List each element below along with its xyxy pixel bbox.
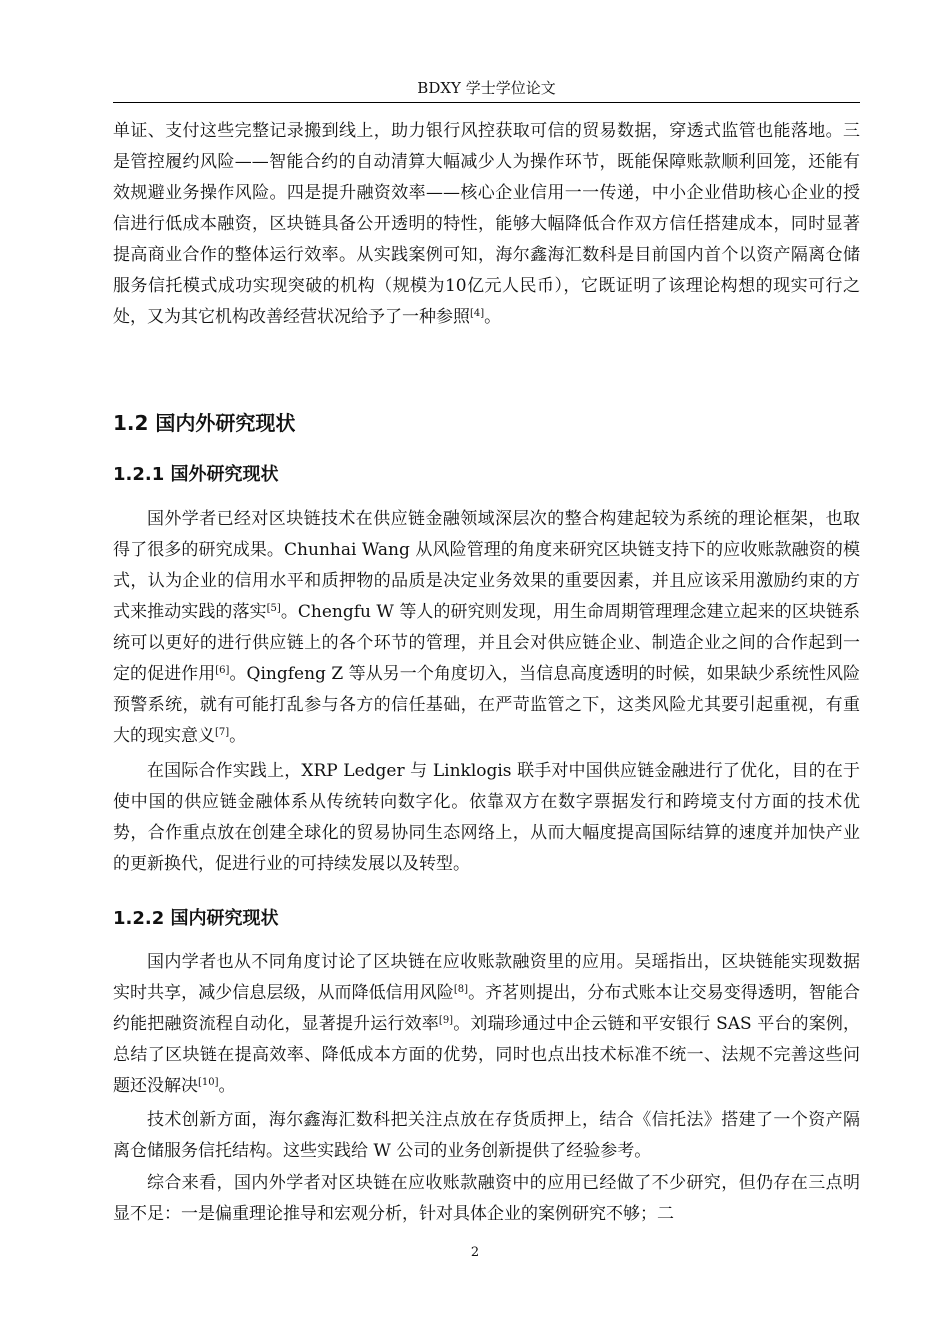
section-heading-1-2: 1.2 国内外研究现状	[113, 411, 296, 435]
paragraph-tail: 。	[218, 1076, 236, 1096]
paragraph-summary: 综合来看，国内外学者对区块链在应收账款融资中的应用已经做了不少研究，但仍存在三点明显不足：一是偏重理论推导和宏观分析，针对具体企业的案例研究不够；二	[113, 1173, 860, 1224]
paragraph-text: 国外学者已经对区块链技术在供应链金融领域深层次的整合构建起较为系统的理论框架，也取得了很多的研究成果。Chunhai Wang 从风险管理的角度来研究区块链支持下的应收账款融资的模式，认为企业的信用水平和质押物的品质是决定业务效果的重要因素，并且应该采用激励约束的方式来推动实践的落实	[113, 509, 860, 622]
page-number: 2	[470, 1245, 480, 1260]
paragraph-text: 单证、支付这些完整记录搬到线上，助力银行风控获取可信的贸易数据，穿透式监管也能落地。三是管控履约风险——智能合约的自动清算大幅减少人为操作环节，既能保障账款顺利回笼，还能有效规避业务操作风险。四是提升融资效率——核心企业信用一一传递，中小企业借助核心企业的授信进行低成本融资，区块链具备公开透明的特性，能够大幅降低合作双方信任搭建成本，同时显著提高商业合作的整体运行效率。从实践案例可知，海尔鑫海汇数科是目前国内首个以资产隔离仓储服务信托模式成功实现突破的机构（规模为10亿元人民币），它既证明了该理论构想的现实可行之处，又为其它机构改善经营状况给予了一种参照	[113, 121, 860, 327]
citation-ref: [7]	[215, 727, 230, 738]
paragraph-domestic-research	[113, 947, 860, 1102]
citation-ref: [6]	[215, 665, 230, 676]
citation-ref: [10]	[198, 1077, 219, 1088]
paragraph-text: 。Qingfeng Z 等从另一个角度切入，当信息高度透明的时候，如果缺少系统性风险预警系统，就有可能打乱参与各方的信任基础，在严苛监管之下，这类风险尤其要引起重视，有重大的现实意义	[113, 664, 860, 746]
paragraph-international-practice: 在国际合作实践上，XRP Ledger 与 Linklogis 联手对中国供应链金融进行了优化，目的在于使中国的供应链金融体系从传统转向数字化。依靠双方在数字票据发行和跨境支付方面的技术优势，合作重点放在创建全球化的贸易协同生态网络上，从而大幅度提高国际结算的速度并加快产业的更新换代，促进行业的可持续发展以及转型。	[113, 761, 860, 874]
paragraph-text: 国内学者也从不同角度讨论了区块链在应收账款融资里的应用。吴瑶指出，区块链能实现数据实时共享，减少信息层级，从而降低信用风险	[113, 952, 860, 1003]
citation-ref: [5]	[266, 603, 281, 614]
subsection-heading-1-2-2: 1.2.2 国内研究现状	[113, 908, 279, 929]
citation-ref: [4]	[470, 308, 485, 319]
subsection-heading-1-2-1: 1.2.1 国外研究现状	[113, 464, 279, 485]
running-header: BDXY 学士学位论文	[417, 79, 556, 97]
paragraph-foreign-research	[113, 504, 860, 752]
citation-ref: [8]	[453, 984, 469, 995]
paragraph-tail: 。	[484, 307, 502, 327]
paragraph-text: 。Chengfu W 等人的研究则发现，用生命周期管理理念建立起来的区块链系统可以更好的进行供应链上的各个环节的管理，并且会对供应链企业、制造企业之间的合作起到一定的促进作用	[113, 602, 861, 684]
paragraph-continuation	[113, 116, 860, 333]
paragraph-text: 。刘瑞珍通过中企云链和平安银行 SAS 平台的案例，总结了区块链在提高效率、降低成本方面的优势，同时也点出技术标准不统一、法规不完善这些问题还没解决	[113, 1014, 860, 1096]
citation-ref: [9]	[438, 1015, 454, 1026]
paragraph-tail: 。	[229, 726, 247, 746]
paragraph-technical-innovation: 技术创新方面，海尔鑫海汇数科把关注点放在存货质押上，结合《信托法》搭建了一个资产隔离仓储服务信托结构。这些实践给 W 公司的业务创新提供了经验参考。	[113, 1110, 860, 1161]
header-rule	[113, 102, 860, 103]
paragraph-text: 。齐茗则提出，分布式账本让交易变得透明，智能合约能把融资流程自动化，显著提升运行效率	[113, 983, 861, 1034]
